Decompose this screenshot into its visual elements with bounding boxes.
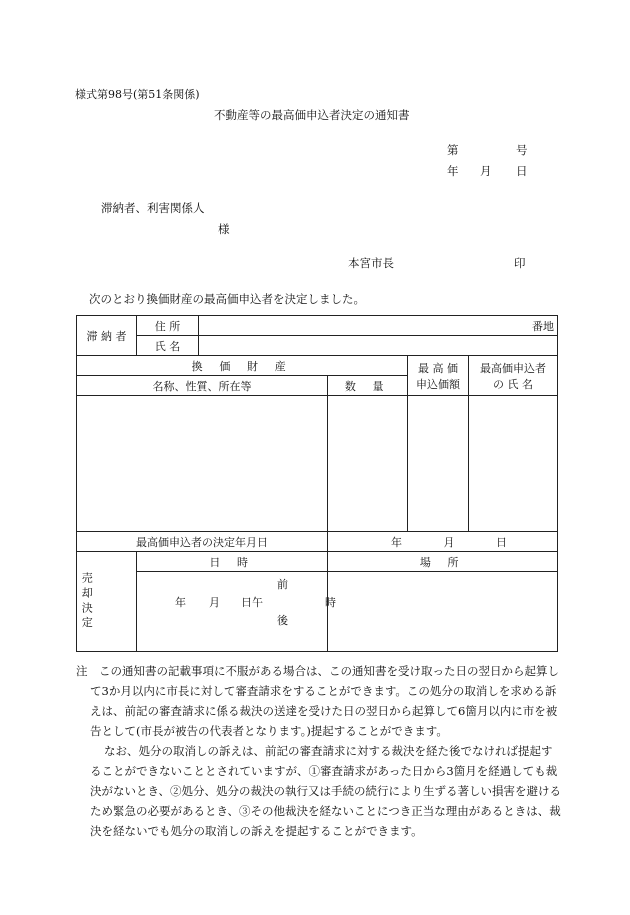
note-paragraph-1: 注 この通知書の記載事項に不服がある場合は、この通知書を受け取った日の翌日から起算して3か月以内に市長に対して審査請求をすることができます。この処分の取消しを求める訴えは、前記の審査請求に係る裁決の送達を受けた日の翌日から起算して6箇月以内に市を被告として(市長が被告の代表者となります。)提起することができます。 <box>76 664 559 738</box>
quantity-header: 数 量 <box>328 376 408 396</box>
address-value: 番地 <box>199 316 558 336</box>
sender-mayor: 本宮市長 <box>348 256 394 270</box>
sale-datetime-cell: 年 月 日午 前 後 時 <box>137 572 328 652</box>
sale-datetime-header: 日 時 <box>137 552 328 572</box>
seal-mark: 印 <box>514 256 526 270</box>
notes-section <box>76 661 562 841</box>
notification-table <box>76 315 558 652</box>
decision-date-label: 最高価申込者の決定年月日 <box>77 532 328 552</box>
quantity-cell <box>328 396 408 532</box>
sale-decision-label: 売却決定 <box>77 552 137 652</box>
name-label: 氏 名 <box>137 336 199 356</box>
date-month: 月 <box>480 164 492 178</box>
delinquent-label: 滞 納 者 <box>77 316 137 356</box>
date-day: 日 <box>516 164 528 178</box>
bidder-name-cell <box>469 396 558 532</box>
form-number: 様式第98号(第51条関係) <box>75 88 200 101</box>
date-year: 年 <box>447 164 459 178</box>
sale-place-header: 場 所 <box>328 552 558 572</box>
document-title: 不動産等の最高価申込者決定の通知書 <box>214 108 410 122</box>
addressee: 滞納者、利害関係人 <box>101 201 205 215</box>
bidder-name-header: 最高価申込者 の 氏 名 <box>469 356 558 396</box>
highest-bid-header: 最 高 価 申込価額 <box>408 356 469 396</box>
honorific: 様 <box>218 222 230 236</box>
sale-place-cell <box>328 572 558 652</box>
number-go: 号 <box>516 143 528 157</box>
address-label: 住 所 <box>137 316 199 336</box>
intro-text: 次のとおり換価財産の最高価申込者を決定しました。 <box>89 292 365 306</box>
property-header: 換 価 財 産 <box>77 356 408 376</box>
decision-date-value: 年 月 日 <box>328 532 558 552</box>
note-paragraph-2: なお、処分の取消しの訴えは、前記の審査請求に対する裁決を経た後でなければ提起することができないこととされていますが、①審査請求があった日から3箇月を経過しても裁決がないとき、②処分、処分の裁決の執行又は手続の続行により生ずる著しい損害を避けるため緊急の必要があるとき、③その他裁決を経ないことにつき正当な理由があるときは、裁決を経ないでも処分の取消しの訴えを提起することができます。 <box>90 744 562 838</box>
name-value <box>199 336 558 356</box>
property-desc-header: 名称、性質、所在等 <box>77 376 328 396</box>
highest-bid-cell <box>408 396 469 532</box>
property-desc-cell <box>77 396 328 532</box>
number-dai: 第 <box>447 143 459 157</box>
